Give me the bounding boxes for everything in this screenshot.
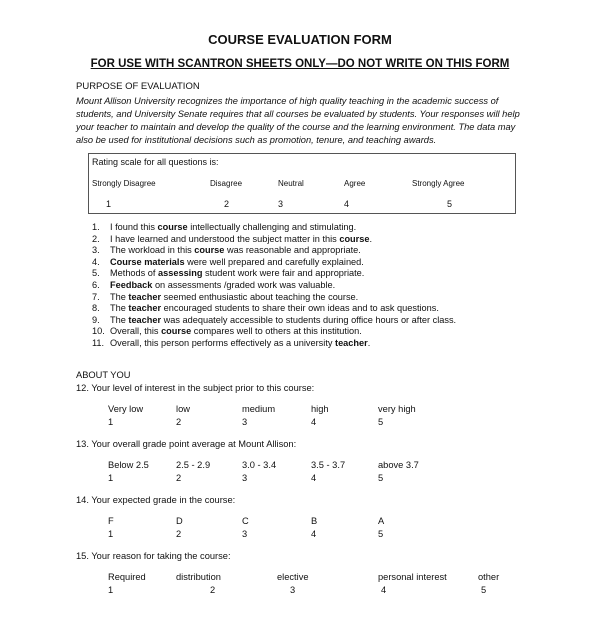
answer-value: 3	[242, 473, 248, 483]
rating-heading: Rating scale for all questions is:	[92, 157, 219, 167]
form-subtitle: FOR USE WITH SCANTRON SHEETS ONLY—DO NOT WRITE ON THIS FORM	[90, 58, 510, 70]
answer-option: C	[242, 516, 249, 526]
question-item	[92, 326, 456, 338]
answer-value: 3	[242, 417, 248, 427]
answer-value: 3	[290, 585, 296, 595]
answer-option: D	[176, 516, 183, 526]
question-item	[92, 292, 456, 304]
question-keyword: teacher	[335, 337, 368, 348]
about-you-heading: ABOUT YOU	[76, 370, 131, 380]
rating-value: 3	[278, 199, 284, 209]
question-item	[92, 268, 456, 280]
answer-option: 3.5 - 3.7	[311, 460, 346, 470]
question-text: were well prepared and carefully explained.	[184, 256, 364, 267]
answer-value: 5	[378, 529, 384, 539]
question-item	[92, 280, 456, 292]
question-text: The workload in this	[110, 245, 195, 256]
question-keyword: course	[161, 326, 192, 337]
answer-value: 5	[378, 417, 384, 427]
question-number: 9.	[92, 314, 100, 325]
answer-value: 5	[481, 585, 487, 595]
question-text: I found this	[110, 222, 158, 232]
question-text: seemed enthusiastic about teaching the course.	[161, 291, 359, 302]
question-keyword: teacher	[128, 314, 162, 325]
question-text: .	[367, 337, 371, 348]
question-number: 8.	[92, 303, 100, 314]
question-text: The	[110, 303, 129, 314]
answer-value: 1	[108, 529, 114, 539]
question-number: 4.	[92, 256, 100, 267]
about-question: 12. Your level of interest in the subject prior to this course:	[76, 383, 315, 393]
rating-label: Agree	[344, 179, 366, 188]
question-number: 1.	[92, 222, 100, 232]
rating-value: 1	[106, 199, 112, 209]
question-text: .	[369, 233, 373, 244]
rating-label: Neutral	[278, 179, 304, 188]
question-text: encouraged students to share their own ideas and to ask questions.	[161, 303, 439, 314]
question-item	[92, 222, 456, 234]
question-text: The	[110, 291, 129, 302]
question-keyword: assessing	[158, 268, 203, 279]
question-number: 3.	[92, 245, 100, 256]
rating-value: 4	[344, 199, 350, 209]
question-text: The	[110, 314, 129, 325]
answer-option: 2.5 - 2.9	[176, 460, 211, 470]
answer-option: Required	[108, 572, 146, 582]
about-question: 15. Your reason for taking the course:	[76, 551, 231, 561]
about-question: 13. Your overall grade point average at Mount Allison:	[76, 439, 297, 449]
question-keyword: Feedback	[110, 279, 153, 290]
question-text: Overall, this person performs effectively as a university	[110, 337, 336, 348]
answer-option: A	[378, 516, 385, 526]
answer-value: 4	[311, 473, 317, 483]
question-item	[92, 234, 456, 246]
rating-label: Strongly Agree	[412, 179, 465, 188]
answer-value: 2	[210, 585, 216, 595]
answer-option: B	[311, 516, 318, 526]
answer-option: above 3.7	[378, 460, 419, 470]
answer-value: 2	[176, 417, 182, 427]
purpose-text: Mount Allison University recognizes the importance of high quality teaching in the academic success of students, and University Senate requires that all courses be evaluated by students. Your responses will help your teacher to maintain and develop the quality of the course and the learning environment. The data may also be used for institutional decisions such as promotion, tenure, and teaching awards.	[76, 96, 520, 145]
answer-value: 2	[176, 473, 182, 483]
question-text: intellectually challenging and stimulating.	[187, 222, 357, 232]
answer-option: F	[108, 516, 114, 526]
question-keyword: teacher	[128, 291, 162, 302]
question-number: 5.	[92, 268, 100, 279]
question-text: was adequately accessible to students during office hours or after class.	[161, 314, 457, 325]
answer-value: 1	[108, 417, 114, 427]
answer-option: Very low	[108, 404, 144, 414]
question-number: 2.	[92, 233, 100, 244]
rating-value: 2	[224, 199, 230, 209]
answer-option: elective	[277, 572, 309, 582]
question-item	[92, 245, 456, 257]
question-text: Methods of	[110, 268, 159, 279]
rating-label: Strongly Disagree	[92, 179, 156, 188]
form-title: COURSE EVALUATION FORM	[208, 32, 392, 47]
answer-value: 5	[378, 473, 384, 483]
answer-value: 1	[108, 473, 114, 483]
question-number: 10.	[92, 326, 105, 337]
answer-value: 1	[108, 585, 114, 595]
answer-option: distribution	[176, 572, 221, 582]
question-text: Overall, this	[110, 326, 162, 337]
answer-option: medium	[242, 404, 276, 414]
answer-option: other	[478, 572, 500, 582]
answer-value: 4	[381, 585, 387, 595]
question-text: compares well to others at this institution.	[191, 326, 362, 337]
purpose-heading: PURPOSE OF EVALUATION	[76, 81, 200, 92]
answer-value: 4	[311, 417, 317, 427]
question-number: 7.	[92, 291, 100, 302]
rating-value: 5	[447, 199, 453, 209]
answer-option: very high	[378, 404, 416, 414]
rating-scale-box	[88, 153, 516, 214]
about-question: 14. Your expected grade in the course:	[76, 495, 236, 505]
answer-value: 2	[176, 529, 182, 539]
question-item	[92, 303, 456, 315]
rating-label: Disagree	[210, 179, 243, 188]
question-keyword: course	[194, 245, 225, 256]
question-item	[92, 338, 456, 350]
question-text: was reasonable and appropriate.	[224, 245, 361, 256]
question-text: student work were fair and appropriate.	[202, 268, 365, 279]
question-number: 6.	[92, 279, 100, 290]
question-keyword: teacher	[128, 303, 162, 314]
question-number: 11.	[92, 337, 105, 348]
question-item	[92, 315, 456, 327]
answer-option: low	[176, 404, 190, 414]
answer-option: Below 2.5	[108, 460, 149, 470]
answer-value: 4	[311, 529, 317, 539]
question-list	[92, 222, 456, 350]
answer-value: 3	[242, 529, 248, 539]
answer-option: high	[311, 404, 329, 414]
answer-option: personal interest	[378, 572, 447, 582]
question-keyword: course	[157, 222, 188, 232]
question-text: I have learned and understood the subject matter in this	[110, 233, 340, 244]
question-keyword: course	[339, 233, 370, 244]
answer-option: 3.0 - 3.4	[242, 460, 277, 470]
question-item	[92, 257, 456, 269]
question-keyword: Course materials	[110, 256, 185, 267]
question-text: on assessments /graded work was valuable.	[152, 279, 336, 290]
